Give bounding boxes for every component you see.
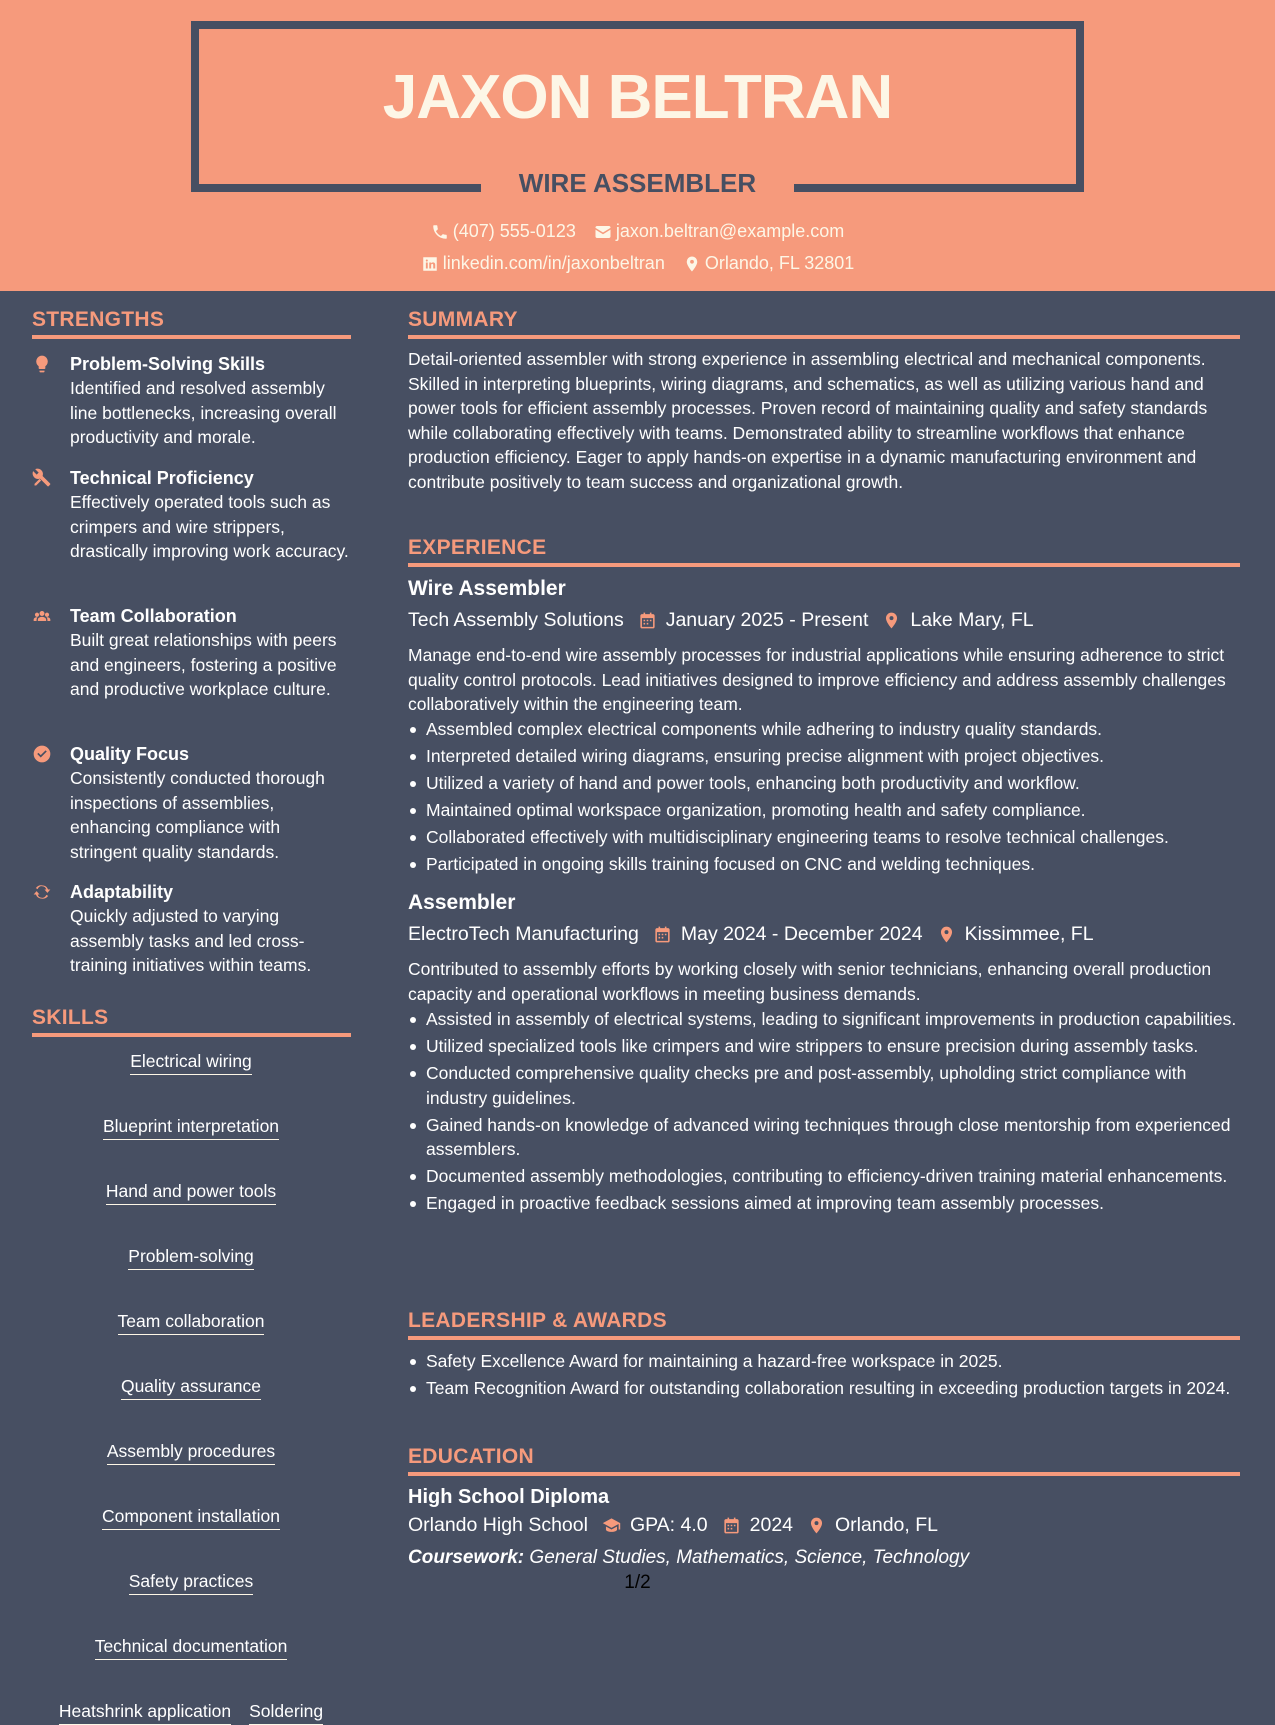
strengths-heading: STRENGTHS (32, 308, 351, 339)
job-location: Lake Mary, FL (910, 609, 1034, 631)
tools-icon (32, 468, 52, 488)
school-name: Orlando High School (408, 1514, 588, 1536)
list-item: Engaged in proactive feedback sessions aimed at improving team assembly processes. (408, 1191, 1240, 1216)
candidate-name: JAXON BELTRAN (382, 63, 893, 132)
job-meta-2 (408, 923, 1094, 946)
company-name: ElectroTech Manufacturing (408, 923, 639, 945)
strength-item (32, 880, 352, 978)
list-item: Collaborated effectively with multidisciplinary engineering teams to resolve technical challenges. (408, 825, 1240, 850)
job-dates: May 2024 - December 2024 (680, 923, 923, 945)
list-item: Documented assembly methodologies, contributing to efficiency-driven training material enhancements. (408, 1164, 1240, 1189)
job-description: Manage end-to-end wire assembly processes for industrial applications while ensuring adherence to strict quality control protocols. Lead initiatives designed to improve efficiency and address assembly challenges collaboratively within the engineering team. (408, 645, 1226, 714)
coursework-label: Coursework: (408, 1547, 525, 1568)
list-item: Maintained optimal workspace organization, promoting health and safety compliance. (408, 798, 1240, 823)
envelope-icon (594, 223, 612, 241)
job-title-1: Wire Assembler (408, 577, 566, 600)
map-pin-icon (937, 925, 956, 944)
contact-phone[interactable] (431, 221, 576, 242)
list-item: Utilized specialized tools like crimpers and wire strippers to ensure precision during assembly tasks. (408, 1034, 1240, 1059)
check-circle-icon (32, 744, 52, 764)
job-title: WIRE ASSEMBLER (518, 168, 757, 198)
location-text: Orlando, FL 32801 (704, 253, 855, 273)
strength-title: Problem-Solving Skills (70, 354, 266, 374)
phone-text: (407) 555-0123 (452, 221, 576, 241)
skills-heading: SKILLS (32, 1006, 351, 1037)
summary-text: Detail-oriented assembler with strong experience in assembling electrical and mechanical components. Skilled in interpreting blueprints, wiring diagrams, and schematics, as well as utilizing various hand and power tools for efficient assembly processes. Proven record of maintaining quality and safety standards while collaborating effectively with teams. Demonstrated ability to streamline workflows that enhance production efficiency. Eager to apply hands-on expertise in a dynamic manufacturing environment and contribute positively to team success and organizational growth. (408, 349, 1208, 492)
contact-location (683, 253, 854, 274)
job-title-2: Assembler (408, 891, 516, 914)
lightbulb-icon (32, 354, 52, 374)
education-meta (408, 1514, 938, 1537)
contact-row-2 (0, 253, 1275, 274)
job-description: Contributed to assembly efforts by working closely with senior technicians, enhancing overall production capacity and operational workflows in meeting business demands. (408, 959, 1212, 1004)
strength-desc: Consistently conducted thorough inspections of assemblies, enhancing compliance with stringent quality standards. (70, 768, 325, 862)
strength-title: Team Collaboration (70, 606, 237, 626)
list-item: Assembled complex electrical components while adhering to industry quality standards. (408, 717, 1240, 742)
education-heading: EDUCATION (408, 1445, 1240, 1476)
skill-tag: Quality assurance (121, 1375, 261, 1400)
strength-desc: Built great relationships with peers and engineers, fostering a positive and productive workplace culture. (70, 630, 337, 699)
graduation-cap-icon (602, 1516, 621, 1535)
leadership-list (408, 1349, 1240, 1403)
skills-list (32, 1050, 350, 1725)
phone-icon (431, 223, 449, 241)
skill-tag: Component installation (102, 1505, 280, 1530)
map-pin-icon (683, 255, 701, 273)
list-item: Assisted in assembly of electrical systems, leading to significant improvements in production capabilities. (408, 1007, 1240, 1032)
school-location: Orlando, FL (835, 1514, 938, 1536)
skill-tag: Problem-solving (128, 1245, 253, 1270)
graduation-year: 2024 (749, 1514, 794, 1536)
skill-tag: Assembly procedures (107, 1440, 275, 1465)
calendar-icon (638, 611, 657, 630)
degree: High School Diploma (408, 1486, 610, 1508)
strength-item (32, 466, 352, 564)
list-item: Team Recognition Award for outstanding collaboration resulting in exceeding production targets in 2024. (408, 1376, 1240, 1401)
strength-desc: Identified and resolved assembly line bottlenecks, increasing overall productivity and morale. (70, 378, 337, 447)
strength-desc: Effectively operated tools such as crimpers and wire strippers, drastically improving work accuracy. (70, 492, 349, 561)
skill-tag: Technical documentation (95, 1635, 288, 1660)
map-pin-icon (882, 611, 901, 630)
skill-tag: Blueprint interpretation (103, 1115, 279, 1140)
page-number: 1/2 (624, 1572, 651, 1593)
job-bullets-2 (408, 1007, 1240, 1218)
job-location: Kissimmee, FL (964, 923, 1094, 945)
skill-tag: Electrical wiring (130, 1050, 252, 1075)
list-item: Safety Excellence Award for maintaining a hazard-free workspace in 2025. (408, 1349, 1240, 1374)
list-item: Participated in ongoing skills training focused on CNC and welding techniques. (408, 852, 1240, 877)
linkedin-text: linkedin.com/in/jaxonbeltran (442, 253, 665, 273)
list-item: Gained hands-on knowledge of advanced wiring techniques through close mentorship from experienced assemblers. (408, 1113, 1240, 1162)
strength-item (32, 742, 352, 864)
email-text: jaxon.beltran@example.com (615, 221, 845, 241)
summary-heading: SUMMARY (408, 308, 1240, 339)
calendar-icon (653, 925, 672, 944)
job-dates: January 2025 - Present (665, 609, 869, 631)
strength-item (32, 352, 352, 450)
leadership-heading: LEADERSHIP & AWARDS (408, 1309, 1240, 1340)
sync-icon (32, 882, 52, 902)
contact-linkedin[interactable] (421, 253, 665, 274)
skill-tag: Soldering (249, 1700, 323, 1725)
calendar-icon (722, 1516, 741, 1535)
company-name: Tech Assembly Solutions (408, 609, 624, 631)
strength-title: Adaptability (70, 882, 174, 902)
list-item: Utilized a variety of hand and power tools, enhancing both productivity and workflow. (408, 771, 1240, 796)
list-item: Conducted comprehensive quality checks pre and post-assembly, upholding strict compliance with industry guidelines. (408, 1061, 1240, 1110)
skill-tag: Team collaboration (118, 1310, 265, 1335)
gpa: GPA: 4.0 (629, 1514, 708, 1536)
users-icon (32, 606, 52, 626)
skill-tag: Heatshrink application (59, 1700, 231, 1725)
skill-tag: Hand and power tools (106, 1180, 276, 1205)
list-item: Interpreted detailed wiring diagrams, ensuring precise alignment with project objectives. (408, 744, 1240, 769)
skill-tag: Safety practices (129, 1570, 254, 1595)
contact-email[interactable] (594, 221, 844, 242)
strength-desc: Quickly adjusted to varying assembly tasks and led cross-training initiatives within teams. (70, 906, 312, 975)
job-meta-1 (408, 609, 1034, 632)
strength-title: Quality Focus (70, 744, 190, 764)
strength-item (32, 604, 352, 702)
contact-row-1 (0, 221, 1275, 242)
strength-title: Technical Proficiency (70, 468, 254, 488)
job-bullets-1 (408, 717, 1240, 879)
resume-header (0, 0, 1275, 291)
experience-heading: EXPERIENCE (408, 536, 1240, 567)
linkedin-icon (421, 255, 439, 273)
coursework (408, 1547, 969, 1569)
coursework-text: General Studies, Mathematics, Science, Technology (529, 1547, 970, 1568)
map-pin-icon (807, 1516, 826, 1535)
